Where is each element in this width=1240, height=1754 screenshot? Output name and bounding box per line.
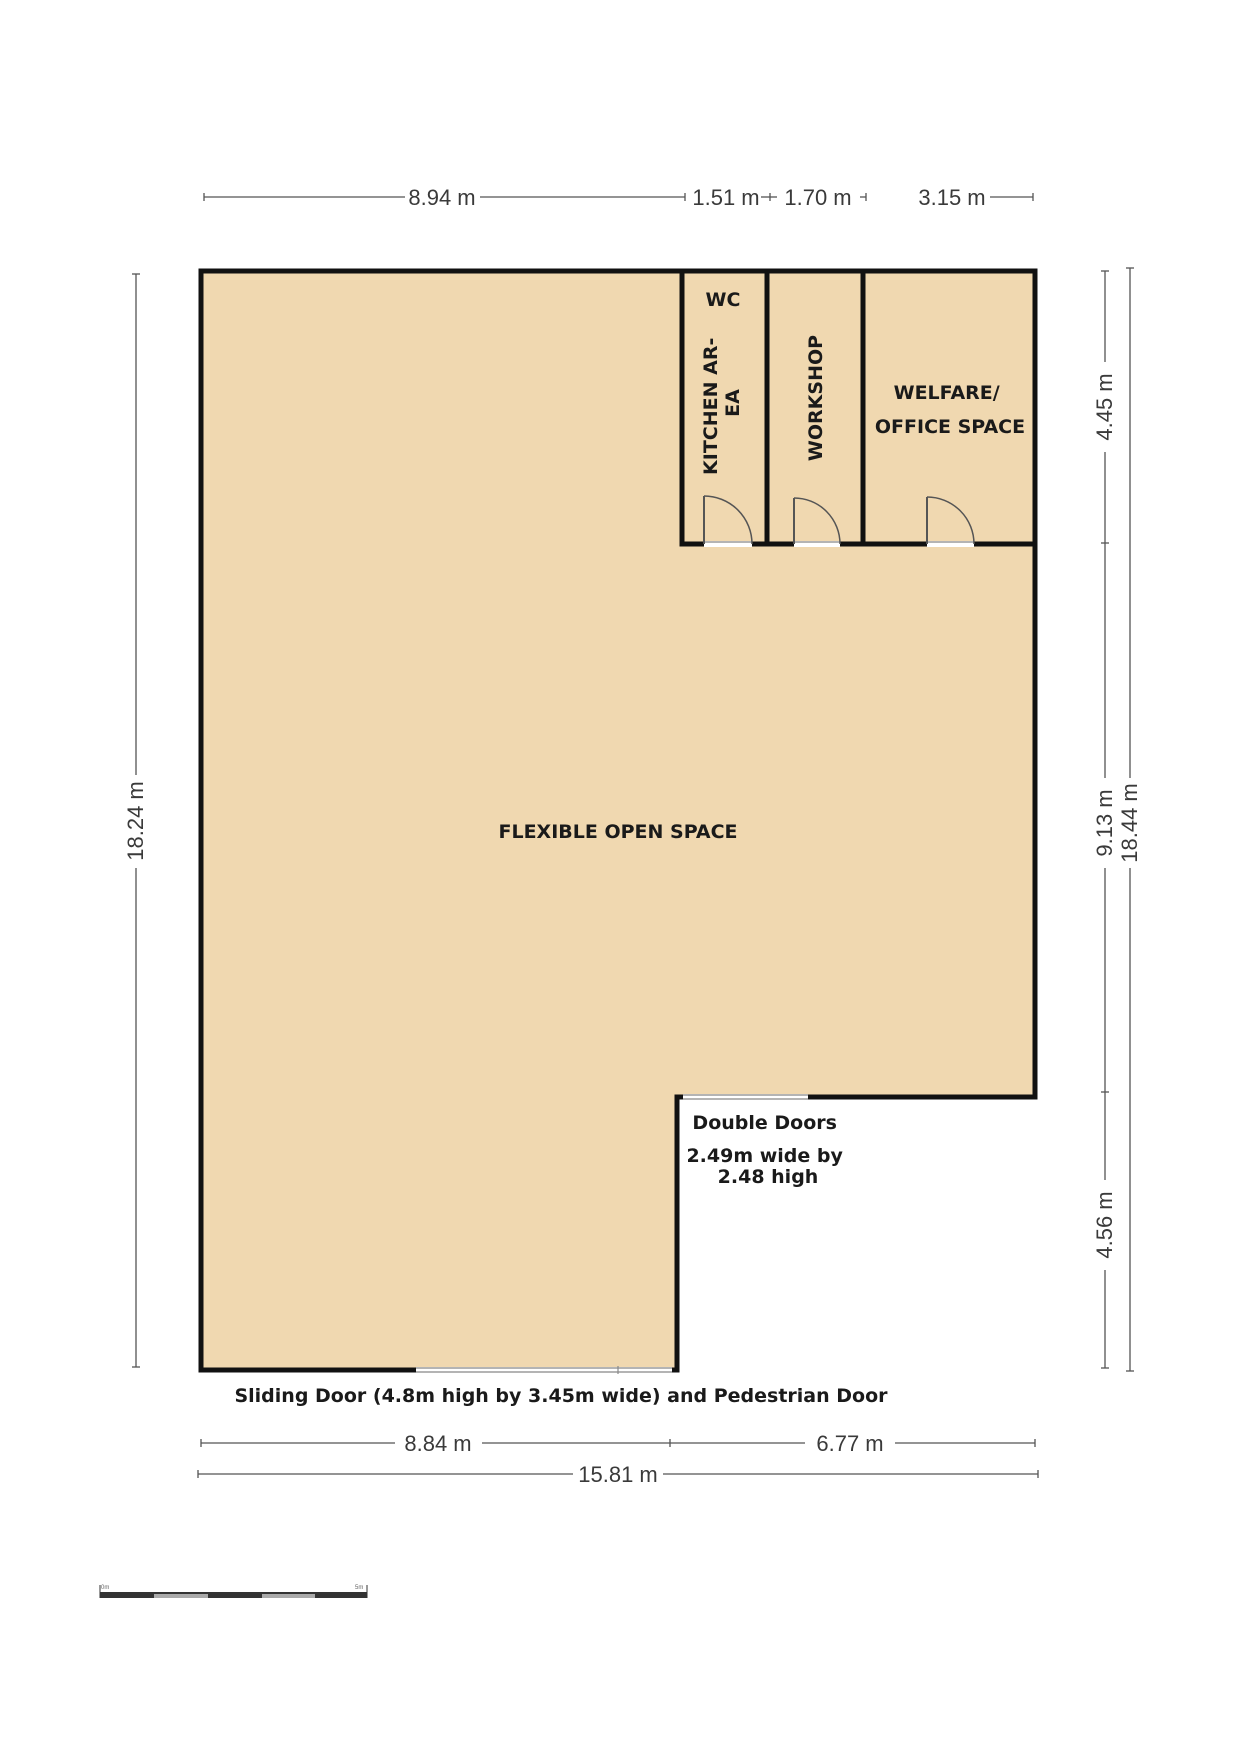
dim-right-total: 18.44 m [1117,783,1142,863]
room-label-kitchen-line2: EA [722,389,744,417]
top-dimensions [204,185,1033,210]
dim-bottom-total: 15.81 m [578,1462,658,1487]
room-label-open-space: FLEXIBLE OPEN SPACE [498,821,738,843]
scale-start-label: 0m [101,1585,110,1591]
scale-bar [100,1585,367,1598]
room-label-welfare-line2: OFFICE SPACE [874,416,1026,438]
dim-right-1: 4.45 m [1092,373,1117,441]
left-dimension [123,274,148,1367]
sliding-door-note: Sliding Door (4.8m high by 3.45m wide) and Pedestrian Door [234,1385,888,1407]
scale-end-label: 5m [355,1585,364,1591]
dim-bottom-1: 8.84 m [404,1431,472,1456]
double-doors-line2: 2.48 high [717,1166,819,1188]
sliding-door-opening [416,1366,672,1374]
double-doors-note [686,1112,849,1188]
dim-right-3: 4.56 m [1092,1191,1117,1259]
bottom-dimensions [198,1431,1038,1487]
double-doors-line1: 2.49m wide by [686,1145,843,1167]
room-label-workshop: WORKSHOP [805,334,827,462]
dim-bottom-2: 6.77 m [816,1431,884,1456]
dim-top-2: 1.51 m [692,185,760,210]
dim-top-4: 3.15 m [918,185,986,210]
dim-right-2: 9.13 m [1092,789,1117,857]
room-label-welfare-line1: WELFARE/ [893,382,1000,404]
dim-top-1: 8.94 m [408,185,476,210]
right-dimensions [1092,268,1142,1371]
double-doors-opening [683,1095,808,1099]
room-label-kitchen-line1: KITCHEN AR- [700,337,722,475]
dim-top-3: 1.70 m [784,185,852,210]
double-doors-title: Double Doors [692,1112,837,1134]
room-label-wc: WC [705,289,741,311]
dim-left-total: 18.24 m [123,781,148,861]
